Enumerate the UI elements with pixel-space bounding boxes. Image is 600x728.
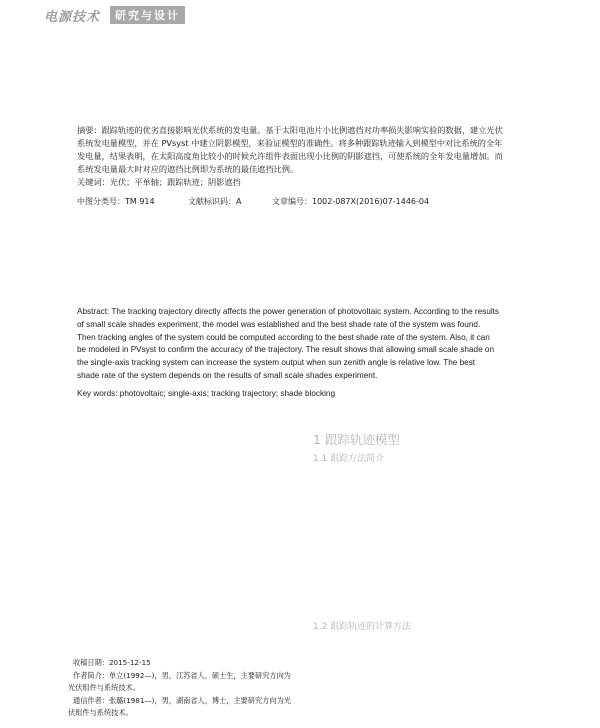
page-header bbox=[44, 6, 185, 24]
abstract-en-line: of small scale shades experiment, the model was established and the best shade rate of the system was found. bbox=[77, 319, 481, 329]
abstract-cn-line: 摘要：跟踪轨迹的优劣直接影响光伏系统的发电量。基于太阳电池片小比例遮挡对功率损失影响实验的数据，建立光伏 bbox=[77, 125, 503, 135]
abstract-chinese bbox=[77, 124, 527, 189]
section-1-title: 1 跟踪轨迹模型 bbox=[313, 432, 400, 447]
section-1-1-title: 1.1 跟踪方法简介 bbox=[313, 454, 385, 464]
author-bio: 作者简介：单立(1992—)，男，江苏省人，硕士生，主要研究方向为 bbox=[73, 670, 291, 680]
journal-logo: 电源技术 bbox=[44, 9, 101, 25]
article-number: 文章编号：1002-087X(2016)07-1446-04 bbox=[272, 197, 430, 206]
abstract-en-line: Then tracking angles of the system could be computed according to the best shade rate of the system. Also, it can bbox=[77, 332, 490, 342]
abstract-en-line: Abstract: The tracking trajectory directly affects the power generation of photovoltaic system. According to the results bbox=[77, 307, 500, 316]
abstract-en-line: shade rate of the system depends on the results of small scale shades experiment. bbox=[77, 370, 378, 380]
author-bio-cont: 光伏组件与系统技术。 bbox=[68, 683, 140, 692]
corresponding-author: 通信作者：张璐(1981—)，男，湖南省人，博士，主要研究方向为光 bbox=[73, 695, 291, 705]
corresponding-author-cont: 伏组件与系统技术。 bbox=[68, 708, 133, 717]
section-badge: 研究与设计 bbox=[110, 6, 185, 24]
keywords-cn: 关键词：光伏；平单轴；跟踪轨迹；阴影遮挡 bbox=[77, 177, 241, 187]
received-date: 收稿日期：2015-12-15 bbox=[73, 658, 151, 667]
abstract-cn-line: 系统发电量模型，并在 PVsyst 中建立阴影模型，来验证模型的准确性。将多种跟踪轨迹输入到模型中对比系统的全年 bbox=[77, 138, 503, 148]
section-1-2-title: 1.2 跟踪轨迹的计算方法 bbox=[313, 622, 412, 632]
footnote bbox=[68, 657, 308, 720]
abstract-cn-line: 系统发电量最大时对应的遮挡比例即为系统的最佳遮挡比例。 bbox=[77, 164, 299, 174]
document-code: 文献标识码：A bbox=[188, 197, 242, 206]
abstract-cn-line: 发电量，结果表明，在太阳高度角比较小的时候允许组件表面出现小比例的阴影遮挡，可使系统的全年发电量增加。而 bbox=[77, 151, 503, 161]
abstract-english bbox=[77, 306, 525, 383]
abstract-en-line: be modeled in PVsyst to confirm the accuracy of the trajectory. The result shows that allowing small scale shade on bbox=[77, 345, 495, 355]
abstract-en-line: the single-axis tracking system can increase the system output when sun zenith angle is relative low. The best bbox=[77, 358, 476, 368]
clc-number: 中图分类号：TM 914 bbox=[77, 197, 155, 206]
keywords-en: Key words: photovoltaic; single-axis; tracking trajectory; shade blocking bbox=[77, 389, 336, 398]
